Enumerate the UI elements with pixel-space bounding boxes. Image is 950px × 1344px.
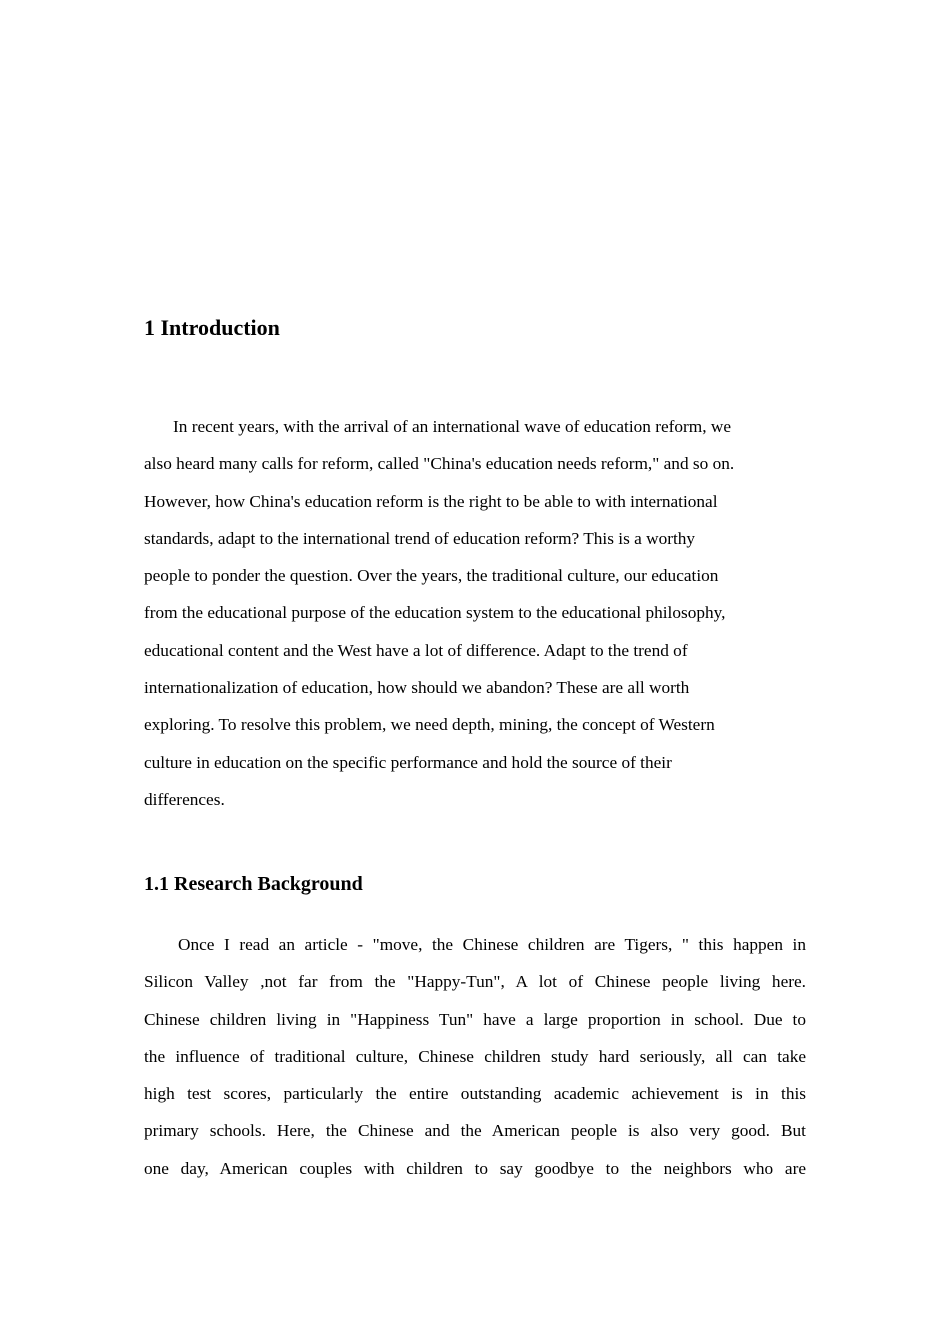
- research-background-paragraph: [144, 926, 806, 1187]
- paragraph-line: the influence of traditional culture, Chinese children study hard seriously, all can take: [144, 1046, 806, 1066]
- paragraph-line: internationalization of education, how should we abandon? These are all worth: [144, 678, 690, 698]
- paragraph-line: Once I read an article - "move, the Chinese children are Tigers, " this happen in: [178, 935, 806, 954]
- paragraph-line: high test scores, particularly the entire outstanding academic achievement is in this: [144, 1084, 806, 1104]
- paragraph-line: Silicon Valley ,not far from the "Happy-Tun", A lot of Chinese people living here.: [144, 972, 806, 992]
- paragraph-line: standards, adapt to the international trend of education reform? This is a worthy: [144, 528, 696, 548]
- paragraph-line: In recent years, with the arrival of an international wave of education reform, we: [173, 417, 732, 436]
- paragraph-line: differences.: [144, 789, 225, 809]
- paragraph-line: Chinese children living in "Happiness Tun" have a large proportion in school. Due to: [144, 1009, 806, 1029]
- paragraph-line: primary schools. Here, the Chinese and the American people is also very good. But: [144, 1121, 806, 1141]
- paragraph-line: exploring. To resolve this problem, we need depth, mining, the concept of Western: [144, 715, 715, 735]
- paragraph-line: people to ponder the question. Over the years, the traditional culture, our education: [144, 566, 719, 586]
- section-heading-research-background: 1.1 Research Background: [144, 873, 363, 895]
- paragraph-line: However, how China's education reform is the right to be able to with international: [144, 491, 718, 511]
- paragraph-line: one day, American couples with children to say goodbye to the neighbors who are: [144, 1158, 806, 1178]
- paragraph-line: also heard many calls for reform, called "China's education needs reform," and so on.: [144, 454, 735, 474]
- section-heading-introduction: 1 Introduction: [144, 315, 280, 340]
- introduction-paragraph: [144, 408, 806, 818]
- paragraph-line: culture in education on the specific performance and hold the source of their: [144, 752, 672, 772]
- paragraph-line: from the educational purpose of the education system to the educational philosophy,: [144, 603, 726, 623]
- paragraph-line: educational content and the West have a lot of difference. Adapt to the trend of: [144, 640, 688, 660]
